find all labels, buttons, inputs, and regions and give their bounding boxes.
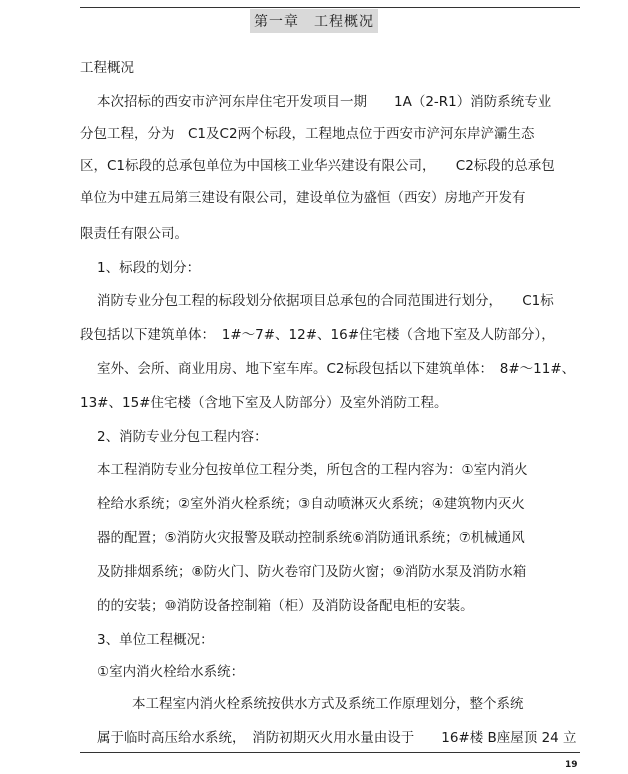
section-heading: 工程概况	[80, 60, 134, 76]
paragraph-line: 的的安装；⑩消防设备控制箱（柜）及消防设备配电柜的安装。	[97, 598, 474, 614]
chapter-title: 第一章 工程概况	[250, 9, 378, 33]
paragraph-line: 及防排烟系统；⑧防火门、防火卷帘门及防火窗；⑨消防水泵及消防水箱	[97, 564, 527, 580]
chapter-title-bar	[0, 9, 628, 33]
paragraph-line: 段包括以下建筑单体： 1#～7#、12#、16#住宅楼（含地下室及人防部分），	[80, 327, 555, 343]
paragraph-line: 属于临时高压给水系统， 消防初期灭火用水量由设于 16#楼 B座屋顶 24 立	[97, 730, 577, 746]
paragraph-line: 栓给水系统；②室外消火栓系统；③自动喷淋灭火系统；④建筑物内灭火	[97, 496, 525, 512]
paragraph-line: 单位为中建五局第三建设有限公司，建设单位为盛恒（西安）房地产开发有	[80, 190, 526, 206]
paragraph-line: 区，C1标段的总承包单位为中国核工业华兴建设有限公司， C2标段的总承包	[80, 158, 555, 174]
paragraph-line: 室外、会所、商业用房、地下室车库。C2标段包括以下建筑单体： 8#～11#、	[97, 361, 576, 377]
heading-2: 2、消防专业分包工程内容：	[97, 429, 268, 445]
heading-3: 3、单位工程概况：	[97, 632, 214, 648]
top-rule	[80, 7, 580, 8]
paragraph-line: 本次招标的西安市浐河东岸住宅开发项目一期 1A（2-R1）消防系统专业	[97, 94, 552, 110]
paragraph-line: 分包工程，分为 C1及C2两个标段，工程地点位于西安市浐河东岸浐灞生态	[80, 126, 535, 142]
paragraph-line: 消防专业分包工程的标段划分依据项目总承包的合同范围进行划分， C1标	[97, 293, 554, 309]
paragraph-line: 器的配置；⑤消防火灾报警及联动控制系统⑥消防通讯系统；⑦机械通风	[97, 530, 525, 546]
paragraph-line: 本工程消防专业分包按单位工程分类，所包含的工程内容为：①室内消火	[97, 462, 528, 478]
page-number: 19	[565, 760, 578, 770]
paragraph-line: 本工程室内消火栓系统按供水方式及系统工作原理划分，整个系统	[132, 696, 524, 712]
heading-1: 1、标段的划分：	[97, 260, 201, 276]
bottom-rule	[80, 752, 580, 753]
paragraph-line: 13#、15#住宅楼（含地下室及人防部分）及室外消防工程。	[80, 395, 448, 411]
paragraph-line: 限责任有限公司。	[80, 226, 188, 242]
subheading: ①室内消火栓给水系统：	[97, 664, 245, 680]
